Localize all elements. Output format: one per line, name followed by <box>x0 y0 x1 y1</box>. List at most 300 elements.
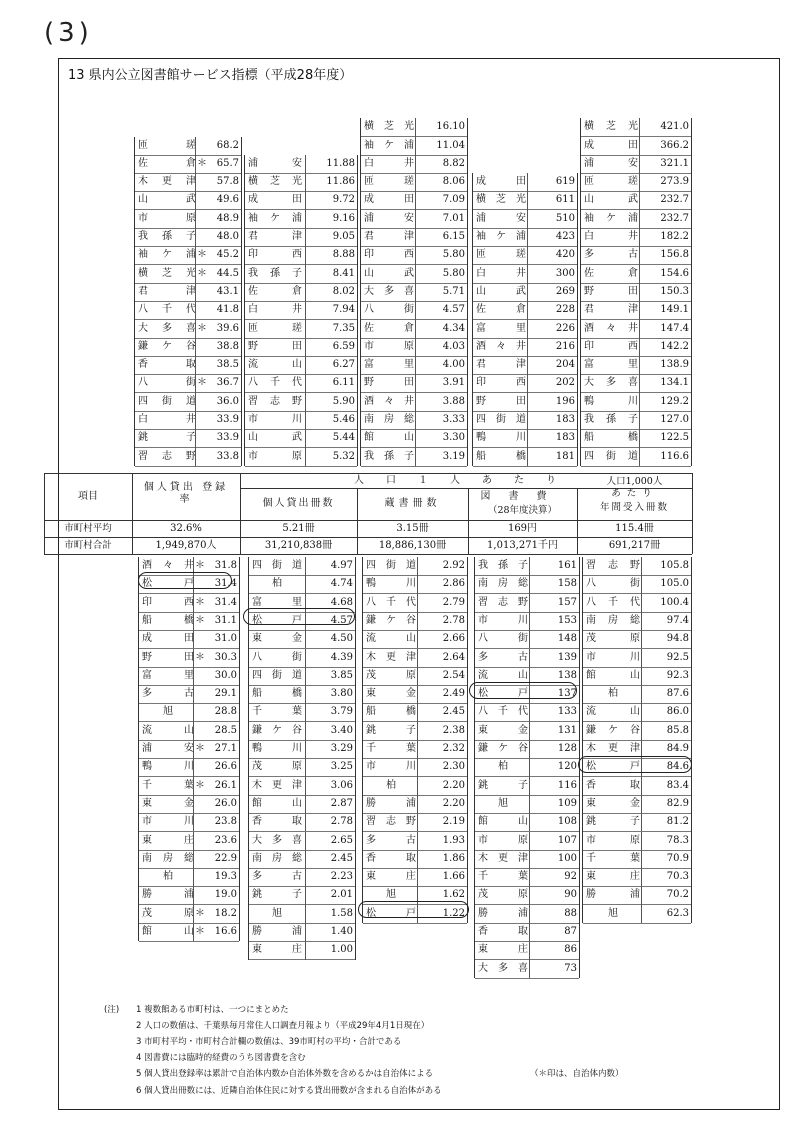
ranking-row <box>583 813 691 832</box>
in-municipality-mark: ＊ <box>195 651 205 663</box>
municipality-name: 四街道 <box>366 560 416 571</box>
note-item: 3 市町村平均・市町村合計欄の数値は、39市町村の平均・合計である <box>136 1037 402 1047</box>
indicator-value: 1.66 <box>442 871 465 883</box>
indicator-value: 44.5 <box>216 267 239 279</box>
ranking-row <box>361 301 467 320</box>
ranking-row <box>581 210 691 229</box>
municipality-name: 多古 <box>478 651 528 663</box>
header-registration-rate: 個人貸出 登録率 <box>143 482 229 505</box>
ranking-row <box>475 594 579 613</box>
cell-divider <box>639 448 640 466</box>
indicator-value: 36.7 <box>216 377 239 389</box>
indicator-value: 2.38 <box>442 724 465 736</box>
municipality-name: 東庄 <box>366 871 416 883</box>
indicator-value: 28.8 <box>214 706 237 718</box>
cell-divider <box>305 210 306 228</box>
ranking-row <box>245 338 357 357</box>
indicator-value: 107 <box>557 834 577 846</box>
in-municipality-mark: ＊ <box>197 377 207 389</box>
municipality-name: 香取 <box>478 926 528 937</box>
municipality-name: 白井 <box>138 414 196 426</box>
municipality-name: 東庄 <box>252 944 302 956</box>
indicator-value: 48.0 <box>216 231 239 243</box>
cell-divider <box>195 301 196 319</box>
note-item: 6 個人貸出冊数には、近隣自治体住民に対する貸出冊数が含まれる自治体がある <box>136 1086 442 1096</box>
municipality-name: 柏 <box>272 578 282 590</box>
municipality-name: 佐倉 <box>584 267 638 279</box>
municipality-name: 袖ケ浦 <box>584 212 638 224</box>
cell-divider <box>193 795 194 813</box>
indicator-value: 2.23 <box>330 871 353 883</box>
ranking-row <box>135 283 241 302</box>
municipality-name: 館山 <box>252 797 302 809</box>
municipality-name: 鴨川 <box>142 761 194 773</box>
municipality-name: 袖ケ浦 <box>248 212 302 224</box>
indicator-value: 147.4 <box>660 322 689 334</box>
cell-divider <box>305 173 306 191</box>
ranking-row <box>139 758 239 777</box>
ranking-row <box>583 594 691 613</box>
indicator-value: 16.6 <box>214 926 237 937</box>
indicator-value: 82.9 <box>666 797 689 809</box>
page-title: 13 県内公立図書館サービス指標（平成28年度） <box>68 68 353 83</box>
municipality-name: 船橋 <box>142 614 194 626</box>
indicator-value: 138 <box>557 669 577 681</box>
indicator-value: 228 <box>555 304 575 316</box>
indicator-value: 232.7 <box>660 212 689 224</box>
municipality-name: 千葉 <box>142 779 194 791</box>
ranking-row <box>581 265 691 284</box>
in-municipality-mark: ＊ <box>195 907 205 919</box>
indicator-value: 86 <box>564 944 577 956</box>
in-municipality-mark: ＊ <box>195 743 205 754</box>
indicator-value: 3.30 <box>442 432 465 444</box>
municipality-name: 茂原 <box>252 761 302 773</box>
ranking-row <box>363 685 467 704</box>
header-acquisitions-a: 人口1,000人 <box>606 476 663 487</box>
ranking-row <box>475 923 579 942</box>
cell-divider <box>305 649 306 667</box>
cell-divider <box>527 429 528 447</box>
cell-divider <box>639 265 640 283</box>
municipality-name: 柏 <box>498 761 508 773</box>
municipality-name: 市原 <box>138 212 196 224</box>
ranking-row <box>361 265 467 284</box>
ranking-row <box>249 813 355 832</box>
municipality-name: 香取 <box>252 816 302 828</box>
cell-divider <box>527 411 528 429</box>
municipality-name: 印西 <box>364 249 414 261</box>
indicator-value: 86.0 <box>666 706 689 718</box>
municipality-name: 市川 <box>142 816 194 828</box>
ranking-row <box>249 649 355 668</box>
indicator-value: 26.0 <box>214 797 237 809</box>
cell-divider <box>639 301 640 319</box>
municipality-name: 市川 <box>478 614 528 626</box>
ranking-row <box>135 429 241 448</box>
indicator-value: 87.6 <box>666 688 689 700</box>
municipality-name: 大多喜 <box>252 834 302 846</box>
indicator-value: 2.86 <box>442 578 465 590</box>
indicator-value: 2.45 <box>330 852 353 864</box>
indicator-value: 1.62 <box>442 889 465 901</box>
cell-divider <box>527 228 528 246</box>
cell-divider <box>529 649 530 667</box>
cell-divider <box>529 575 530 593</box>
cell-divider <box>641 813 642 831</box>
ranking-row <box>581 393 691 412</box>
cell-divider <box>305 905 306 923</box>
ranking-row <box>475 886 579 905</box>
ranking-row <box>135 301 241 320</box>
cell-divider <box>305 832 306 850</box>
municipality-name: 千葉 <box>478 871 528 883</box>
indicator-value: 9.16 <box>332 212 355 224</box>
indicator-value: 202 <box>555 377 575 389</box>
municipality-name: 富里 <box>584 359 638 371</box>
cell-divider <box>305 667 306 685</box>
ranking-row <box>473 210 577 229</box>
avg-cell: 169円 <box>507 523 538 534</box>
municipality-name: 木更津 <box>586 743 640 754</box>
indicator-value: 150.3 <box>660 285 689 297</box>
cell-divider <box>417 649 418 667</box>
municipality-name: 横芝光 <box>138 267 196 279</box>
ranking-row <box>475 868 579 887</box>
municipality-name: 君津 <box>138 285 196 297</box>
municipality-name: 佐倉 <box>476 304 526 316</box>
municipality-name: 八千代 <box>478 706 528 718</box>
municipality-name: 習志野 <box>366 816 416 828</box>
ranking-row <box>135 393 241 412</box>
note-item: 1 複数館ある市町村は、一つにまとめた <box>136 1005 289 1015</box>
ranking-row <box>581 137 691 156</box>
indicator-value: 4.68 <box>330 596 353 608</box>
municipality-name: 印西 <box>142 596 194 608</box>
ranking-row <box>361 210 467 229</box>
indicator-value: 23.8 <box>214 816 237 828</box>
cell-divider <box>641 868 642 886</box>
municipality-name: 勝浦 <box>142 889 194 901</box>
municipality-name: 佐倉 <box>138 157 196 169</box>
header-per-capita: 人口１人あたり <box>354 475 578 486</box>
municipality-name: 松戸 <box>366 907 416 919</box>
cell-divider <box>415 137 416 155</box>
cell-divider <box>527 191 528 209</box>
indicator-value: 11.88 <box>326 157 355 169</box>
cell-divider <box>529 850 530 868</box>
ranking-row <box>583 722 691 741</box>
in-municipality-mark: ＊ <box>195 614 205 626</box>
municipality-name: 茂原 <box>586 633 640 645</box>
cell-divider <box>527 338 528 356</box>
ranking-row <box>361 338 467 357</box>
ranking-row <box>135 173 241 192</box>
ranking-row <box>249 905 355 924</box>
municipality-name: 多古 <box>366 834 416 846</box>
cell-divider <box>527 173 528 191</box>
ranking-row <box>583 905 691 924</box>
ranking-row <box>581 448 691 467</box>
cell-divider <box>193 832 194 850</box>
ranking-row <box>363 612 467 631</box>
ranking-row <box>245 374 357 393</box>
ranking-row <box>135 191 241 210</box>
cell-divider <box>527 393 528 411</box>
cell-divider <box>639 374 640 392</box>
cell-divider <box>193 740 194 758</box>
municipality-name: 野田 <box>364 377 414 389</box>
ranking-row <box>245 246 357 265</box>
cell-divider <box>305 813 306 831</box>
cell-divider <box>529 594 530 612</box>
cell-divider <box>641 557 642 575</box>
ranking-row <box>139 685 239 704</box>
municipality-name: 茂原 <box>478 889 528 901</box>
municipality-name: 鴨川 <box>584 395 638 407</box>
cell-divider <box>639 429 640 447</box>
indicator-value: 85.8 <box>666 724 689 736</box>
indicator-value: 2.66 <box>442 633 465 645</box>
cell-divider <box>305 703 306 721</box>
municipality-name: 銚子 <box>366 724 416 736</box>
municipality-name: 山武 <box>364 267 414 279</box>
cell-divider <box>641 777 642 795</box>
cell-divider <box>529 832 530 850</box>
cell-divider <box>417 703 418 721</box>
indicator-value: 4.39 <box>330 651 353 663</box>
ranking-row <box>249 758 355 777</box>
municipality-name: 山武 <box>248 432 302 444</box>
cell-divider <box>305 448 306 466</box>
indicator-value: 26.6 <box>214 761 237 773</box>
ranking-row <box>135 411 241 430</box>
municipality-name: 浦安 <box>584 157 638 169</box>
cell-divider <box>195 173 196 191</box>
indicator-value: 183 <box>555 432 575 444</box>
cell-divider <box>417 612 418 630</box>
header-book-budget-note: （28年度決算） <box>487 505 558 516</box>
ranking-row <box>473 301 577 320</box>
cell-divider <box>193 813 194 831</box>
municipality-name: 我孫子 <box>248 267 302 279</box>
ranking-row <box>581 338 691 357</box>
indicator-value: 138.9 <box>660 359 689 371</box>
indicator-value: 183 <box>555 414 575 426</box>
note-item: 2 人口の数値は、千葉県毎月常住人口調査月報より（平成29年4月1日現在） <box>136 1021 430 1031</box>
cell-divider <box>193 630 194 648</box>
municipality-name: 茂原 <box>366 669 416 681</box>
ranking-row <box>139 795 239 814</box>
indicator-value: 6.59 <box>332 340 355 352</box>
total-cell: 31,210,838冊 <box>264 540 333 551</box>
ranking-row <box>139 649 239 668</box>
ranking-row <box>249 703 355 722</box>
indicator-value: 57.8 <box>216 176 239 188</box>
ranking-row <box>361 356 467 375</box>
municipality-name: 旭 <box>163 706 173 718</box>
cell-divider <box>305 320 306 338</box>
ranking-row <box>473 356 577 375</box>
cell-divider <box>527 246 528 264</box>
municipality-name: 香取 <box>366 852 416 864</box>
municipality-name: 鴨川 <box>476 432 526 444</box>
cell-divider <box>305 393 306 411</box>
ranking-row <box>583 850 691 869</box>
cell-divider <box>193 685 194 703</box>
indicator-value: 31.0 <box>214 633 237 645</box>
cell-divider <box>527 448 528 466</box>
cell-divider <box>639 173 640 191</box>
ranking-row <box>245 301 357 320</box>
cell-divider <box>193 923 194 941</box>
cell-divider <box>195 137 196 155</box>
ranking-row <box>473 374 577 393</box>
indicator-value: 18.2 <box>214 907 237 919</box>
cell-divider <box>641 905 642 923</box>
municipality-name: 習志野 <box>586 560 640 571</box>
ranking-row <box>139 594 239 613</box>
ranking-row <box>475 941 579 960</box>
ranking-row <box>249 886 355 905</box>
cell-divider <box>415 429 416 447</box>
indicator-value: 7.01 <box>442 212 465 224</box>
ranking-row <box>475 703 579 722</box>
municipality-name: 鎌ケ谷 <box>586 724 640 736</box>
ranking-row <box>361 429 467 448</box>
municipality-name: 富里 <box>252 596 302 608</box>
municipality-name: 松戸 <box>586 761 640 773</box>
cell-divider <box>639 118 640 136</box>
cell-divider <box>639 155 640 173</box>
cell-divider <box>195 246 196 264</box>
cell-divider <box>527 283 528 301</box>
cell-divider <box>639 411 640 429</box>
municipality-name: 印西 <box>584 340 638 352</box>
cell-divider <box>527 356 528 374</box>
cell-divider <box>529 758 530 776</box>
municipality-name: 大多喜 <box>584 377 638 389</box>
indicator-value: 7.09 <box>442 194 465 206</box>
municipality-name: 木更津 <box>138 176 196 188</box>
municipality-name: 南房総 <box>252 852 302 864</box>
indicator-value: 157 <box>557 596 577 608</box>
in-municipality-mark: ＊ <box>195 596 205 608</box>
municipality-name: 袖ケ浦 <box>138 249 196 261</box>
indicator-value: 3.29 <box>330 743 353 754</box>
municipality-name: 白井 <box>248 304 302 316</box>
cell-divider <box>639 393 640 411</box>
ranking-row <box>473 191 577 210</box>
municipality-name: 酒々井 <box>364 395 414 407</box>
ranking-row <box>139 740 239 759</box>
municipality-name: 流山 <box>586 706 640 718</box>
ranking-row <box>139 612 239 631</box>
cell-divider <box>639 191 640 209</box>
star-note: （＊印は、自治体内数） <box>530 1069 624 1079</box>
indicator-value: 2.20 <box>442 797 465 809</box>
indicator-value: 2.78 <box>442 614 465 626</box>
ranking-row <box>583 868 691 887</box>
municipality-name: 成田 <box>248 194 302 206</box>
cell-divider <box>529 795 530 813</box>
cell-divider <box>641 850 642 868</box>
municipality-name: 銚子 <box>252 889 302 901</box>
ranking-row <box>473 338 577 357</box>
municipality-name: 我孫子 <box>364 450 414 462</box>
in-municipality-mark: ＊ <box>195 560 205 571</box>
ranking-row <box>139 923 239 942</box>
cell-divider <box>527 301 528 319</box>
indicator-value: 38.5 <box>216 359 239 371</box>
municipality-name: 木更津 <box>478 852 528 864</box>
indicator-value: 100 <box>557 852 577 864</box>
municipality-name: 八千代 <box>586 596 640 608</box>
cell-divider <box>417 850 418 868</box>
ranking-row <box>245 210 357 229</box>
municipality-name: 船橋 <box>476 450 526 462</box>
indicator-value: 87 <box>564 926 577 937</box>
indicator-value: 7.35 <box>332 322 355 334</box>
cell-divider <box>529 612 530 630</box>
indicator-value: 9.05 <box>332 231 355 243</box>
cell-divider <box>305 740 306 758</box>
ranking-row <box>581 411 691 430</box>
indicator-value: 1.93 <box>442 834 465 846</box>
total-cell: 1,013,271千円 <box>487 540 558 551</box>
ranking-row <box>363 703 467 722</box>
indicator-value: 6.27 <box>332 359 355 371</box>
municipality-name: 柏 <box>163 871 173 883</box>
cell-divider <box>415 301 416 319</box>
municipality-name: 八千代 <box>248 377 302 389</box>
municipality-name: 富里 <box>476 322 526 334</box>
municipality-name: 酒々井 <box>584 322 638 334</box>
municipality-name: 松戸 <box>252 614 302 626</box>
indicator-value: 38.8 <box>216 340 239 352</box>
indicator-value: 137 <box>557 688 577 700</box>
ranking-row <box>475 960 579 979</box>
indicator-value: 29.1 <box>214 688 237 700</box>
in-municipality-mark: ＊ <box>197 267 207 279</box>
indicator-value: 216 <box>555 340 575 352</box>
ranking-row <box>139 868 239 887</box>
ranking-row <box>473 173 577 192</box>
municipality-name: 野田 <box>476 395 526 407</box>
cell-divider <box>639 320 640 338</box>
indicator-value: 421.0 <box>660 121 689 133</box>
municipality-name: 柏 <box>386 779 396 791</box>
indicator-value: 2.45 <box>442 706 465 718</box>
ranking-row <box>581 429 691 448</box>
ranking-row <box>139 667 239 686</box>
indicator-value: 2.32 <box>442 743 465 754</box>
indicator-value: 3.40 <box>330 724 353 736</box>
cell-divider <box>527 374 528 392</box>
row-label-average: 市町村平均 <box>64 523 112 534</box>
cell-divider <box>641 722 642 740</box>
indicator-value: 366.2 <box>660 139 689 151</box>
indicator-value: 3.79 <box>330 706 353 718</box>
ranking-row <box>583 575 691 594</box>
indicator-value: 300 <box>555 267 575 279</box>
municipality-name: 勝浦 <box>586 889 640 901</box>
ranking-row <box>581 356 691 375</box>
municipality-name: 匝瑳 <box>476 249 526 261</box>
indicator-value: 2.87 <box>330 797 353 809</box>
municipality-name: 多古 <box>142 688 194 700</box>
cell-divider <box>639 137 640 155</box>
